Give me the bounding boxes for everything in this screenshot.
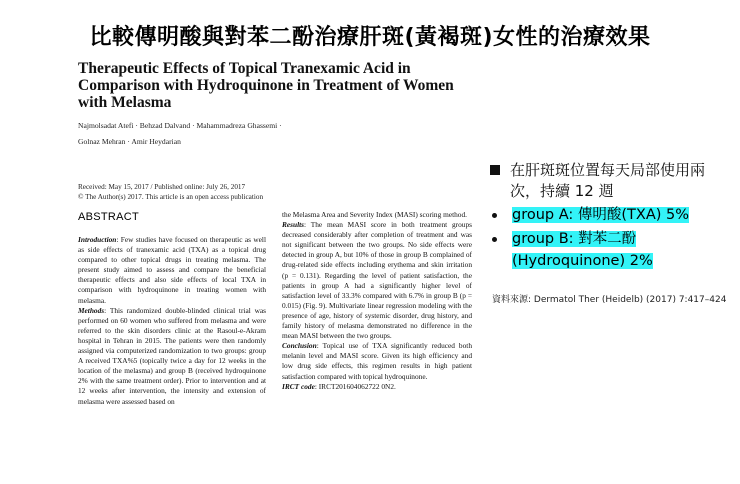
abstract-heading: ABSTRACT (78, 211, 140, 223)
results-paragraph (282, 220, 472, 341)
main-bullet-text: 在肝斑斑位置每天局部使用兩次，持續 12 週 (510, 161, 706, 200)
methods-text: : This randomized double-blinded clinical trial was performed on 60 women who suffered from melasma and were referred to the skin disorders clinic at the Rasoul-e-Akram hospital in Tehran in 2015. The patients were then randomly assigned via computerized randomization to two groups: group A received TXA%5 (topically twice a day for 12 weeks in the location of the melasma) and group B (received hydroquinone 2% with the same treatment order). Prior to intervention and at 12 weeks after intervention, the intensity and extension of melasma were assessed based on (78, 305, 266, 406)
conclusion-text: : Topical use of TXA significantly reduced both melanin level and MASI score. Given its high efficiency and low drug side effects, this regimen results in high patient satisfaction compared with topical hydroquinone. (282, 341, 472, 381)
irct-text: : IRCT201604062722 0N2. (314, 381, 396, 391)
conclusion-label: Conclusion (282, 341, 317, 351)
abstract-right-column (282, 210, 472, 392)
introduction-label: Introduction (78, 235, 117, 244)
abstract-left-column (78, 235, 266, 407)
irct-paragraph (282, 382, 472, 392)
masi-text: the Melasma Area and Severity Index (MASI) scoring method. (282, 210, 467, 219)
authors-line-2: Golnaz Mehran · Amir Heydarian (78, 137, 181, 146)
notes-panel (488, 160, 724, 272)
group-b-bullet (488, 228, 724, 272)
conclusion-paragraph (282, 341, 472, 381)
introduction-text: : Few studies have focused on therapeutic as well as side effects of tranexamic acid (TXA) as a topical drug compared to other topical drugs in treating melasma. The present study aimed to assess and compare the beneficial therapeutic effects and also side effects of local TXA in comparison with hydroquinone in treating women with melasma. (78, 235, 266, 305)
group-a-bullet (488, 204, 724, 226)
introduction-paragraph (78, 235, 266, 306)
paper-authors (78, 118, 478, 150)
methods-paragraph (78, 306, 266, 407)
copyright-note: © The Author(s) 2017. This article is an open access publication (78, 193, 264, 201)
group-b-text: group B: 對苯二酚(Hydroquinone) 2% (512, 231, 653, 269)
square-bullet-icon (490, 165, 500, 175)
group-a-text: group A: 傳明酸(TXA) 5% (512, 207, 690, 223)
paper-excerpt (72, 50, 478, 470)
received-date: Received: May 15, 2017 / Published online: July 26, 2017 (78, 183, 246, 191)
methods-label: Methods (78, 305, 105, 315)
irct-label: IRCT code (282, 381, 315, 391)
dot-bullet-icon (492, 213, 497, 218)
authors-line-1: Najmolsadat Atefi · Behzad Dalvand · Mahammadreza Ghassemi · (78, 121, 282, 130)
dot-bullet-icon (492, 237, 497, 242)
publication-info (78, 182, 478, 202)
results-text: : The mean MASI score in both treatment groups decreased considerably after completion of treatment and was not significant between the two groups. No side effects were detected in group A, but 10% of those in group B complained of drug-related side effects including erythema and skin irritation (p = 0.131). Regarding the level of patient satisfaction, the patients in group A had a significantly higher level of satisfaction level of 33.3% compared with 6.7% in group B (p = 0.015) (Fig. 9). Multivariate linear regression modeling with the presence of age, history of systemic disorder, drug history, and family history of melasma demonstrated no difference in the mean MASI between the two groups. (282, 220, 472, 341)
slide-title: 比較傳明酸與對苯二酚治療肝斑(黃褐斑)女性的治療效果 (89, 25, 651, 50)
main-bullet (488, 160, 724, 202)
results-label: Results (282, 220, 305, 230)
paper-title: Therapeutic Effects of Topical Tranexamic Acid in Comparison with Hydroquinone in Treatment of Women with Melasma (78, 60, 454, 111)
source-citation: 資料來源: Dermatol Ther (Heidelb) (2017) 7:417–424 (492, 295, 727, 305)
